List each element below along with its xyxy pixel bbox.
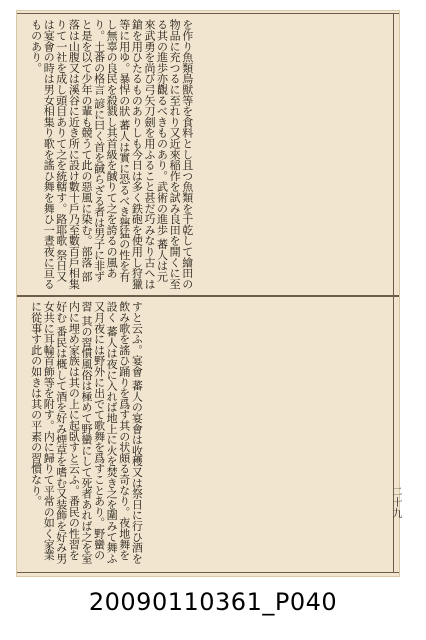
book-page: [16, 10, 400, 577]
upper-body-text: を作り魚類鳥獣等を食料とし且つ魚類を干乾して繪田の物品に充つるに至れり又近來稲作を試み良田を開くに至る其の進歩亦觀るべきものあり。武術の進歩 蕃人は元來武勇を尚び弓矢刀劍を用ふること甚だ巧みなり古へは鎗を用ひたるものありしも今日は多く鉄砲を使用し狩獵等に用ゆ。暴悍の狀 蕃人は實に恐るべき獰猛の性を有し無辜の良民を殺戮し其首級を馘りて之を誇るの風あり。土番の格言 諺に曰く首を馘らざる者は男子に非ずと是を以て少年の輩も競うて此の惡風に染む。部落 部落は山腹又は溪谷に近き所に設け數十戶乃至數百戶相集りて一社を成し頭目ありて之を統轄す。路耶歌 祭日又は宴會の時は男女相集り歌を謠ひ舞を舞ひ一晝夜に亘るものあり。: [29, 19, 194, 290]
bottom-border-rule: [17, 572, 399, 573]
lower-text-block: [29, 301, 381, 566]
middle-divider-rule: [17, 295, 399, 297]
page-number: 二十九: [390, 486, 401, 519]
upper-text-block: [29, 19, 381, 291]
lower-body-text: すと云ふ。宴會 蕃人の宴會は收穫又は祭日に行ひ酒を飲み歌を謠ひ踊りを爲す其の状頗る奇なり。夜地舞を設く 蕃人は夜に入れば地上に火を焚き之を圍みて舞ふ又月夜には野外に出でて歌舞を爲すことあり。野蠻の習 其の習慣風俗は極めて野蠻にして死者あれば之を室内に埋め家族は其の上に起臥すと云ふ。番民の性習を好む 番民は概して酒を好み煙草を嗜む又装飾を好み男女共に耳輪首飾等を附す。内に歸りて平常の如く家業に從事す此の如きは其の平素の習慣なり。: [29, 301, 144, 564]
archive-id-caption: 20090110361_P040: [88, 588, 338, 616]
top-border-rule: [17, 13, 399, 14]
